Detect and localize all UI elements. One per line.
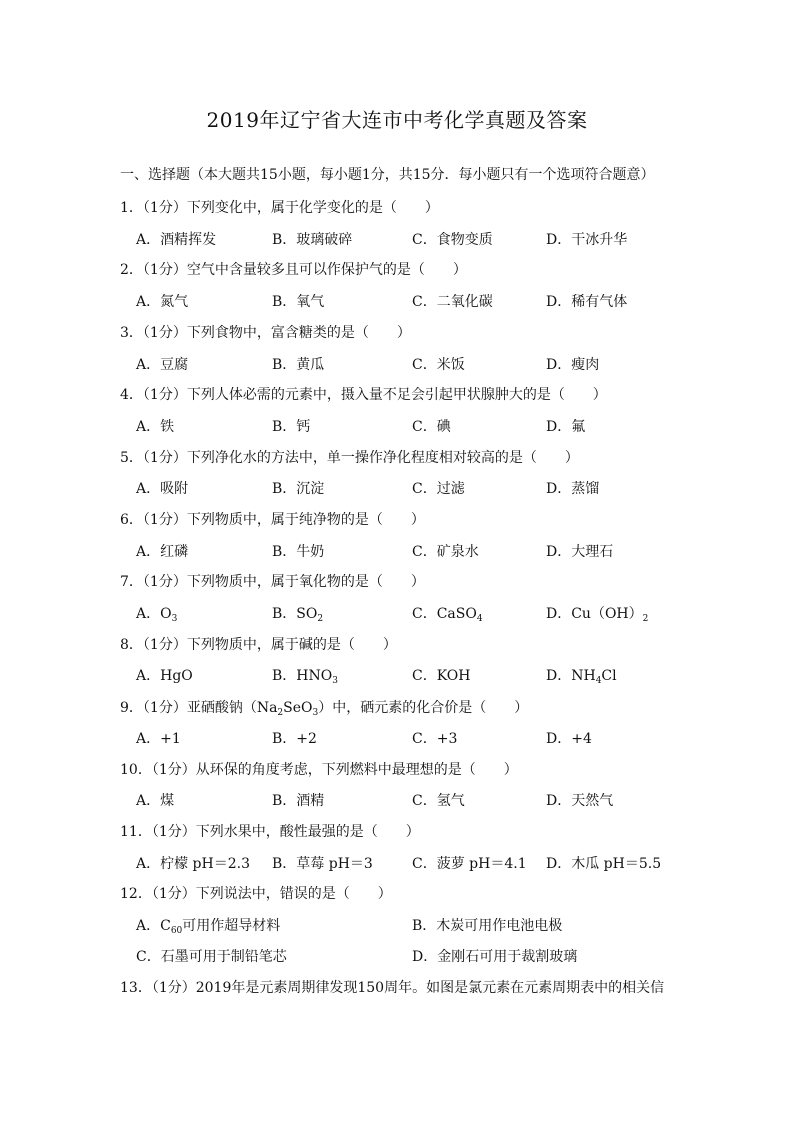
- question-11-options: [136, 853, 696, 873]
- option-d: D．+4: [546, 731, 592, 747]
- question-4-stem: 4．（1分）下列人体必需的元素中，摄入量不足会引起甲状腺肿大的是（ ）: [120, 387, 607, 403]
- option-a: A．$C_{60}$可用作超导材料: [136, 918, 281, 936]
- option-b: B．草莓 pH＝3: [272, 856, 373, 872]
- option-a: A．+1: [136, 731, 181, 747]
- question-10-options: [136, 790, 696, 810]
- question-3-stem: 3．（1分）下列食物中，富含糖类的是（ ）: [120, 325, 411, 341]
- option-b: B．氧气: [272, 294, 325, 310]
- question-3-options: [136, 354, 696, 374]
- option-c: C．氢气: [412, 793, 465, 809]
- question-4-options: [136, 416, 696, 436]
- question-7-options: [136, 603, 696, 623]
- option-b: B．+2: [272, 731, 317, 747]
- section-heading: 一、选择题（本大题共15小题，每小题1分，共15分．每小题只有一个选项符合题意）: [120, 167, 655, 183]
- option-d: D．干冰升华: [546, 232, 628, 248]
- option-a: A．HgO: [136, 668, 193, 684]
- question-8-options: [136, 665, 696, 685]
- option-c: C．矿泉水: [412, 544, 479, 560]
- option-a: A．豆腐: [136, 357, 189, 373]
- question-9-stem: 9．（1分）亚硒酸钠$(Na_2SeO_3)$中，硒元素的化合价是（ ）: [120, 700, 529, 718]
- question-6-options: [136, 541, 696, 561]
- option-b: B．玻璃破碎: [272, 232, 353, 248]
- question-10-stem: 10．（1分）从环保的角度考虑，下列燃料中最理想的是（ ）: [120, 762, 518, 778]
- option-c: C．二氧化碳: [412, 294, 493, 310]
- option-d: D．大理石: [546, 544, 614, 560]
- option-d: D．金刚石可用于裁割玻璃: [412, 949, 578, 965]
- option-b: B．钙: [272, 419, 311, 435]
- option-c: C．食物变质: [412, 232, 493, 248]
- option-a: A．红磷: [136, 544, 189, 560]
- option-c: C．碘: [412, 419, 451, 435]
- option-a: A．$O_3$: [136, 606, 178, 624]
- question-13-stem: 13．（1分）2019年是元素周期律发现150周年。如图是氯元素在元素周期表中的相关信: [120, 980, 665, 996]
- question-12-options-row-2: [136, 946, 696, 966]
- question-2-options: [136, 291, 696, 311]
- option-a: A．酒精挥发: [136, 232, 217, 248]
- option-d: D．$Cu(OH)_2$: [546, 606, 649, 624]
- option-b: B．酒精: [272, 793, 325, 809]
- option-a: A．氮气: [136, 294, 189, 310]
- option-d: D．木瓜 pH＝5.5: [546, 856, 662, 872]
- option-d: D．天然气: [546, 793, 614, 809]
- option-c: C．KOH: [412, 668, 471, 684]
- question-12-options-row-1: [136, 915, 696, 935]
- option-a: A．柠檬 pH＝2.3: [136, 856, 250, 872]
- option-b: B．$HNO_3$: [272, 668, 338, 686]
- question-1-options: [136, 229, 696, 249]
- option-d: D．瘦肉: [546, 357, 600, 373]
- question-8-stem: 8．（1分）下列物质中，属于碱的是（ ）: [120, 637, 397, 653]
- option-c: C．+3: [412, 731, 458, 747]
- option-c: C．过滤: [412, 481, 465, 497]
- question-12-stem: 12．（1分）下列说法中，错误的是（ ）: [120, 886, 392, 902]
- option-b: B．牛奶: [272, 544, 325, 560]
- option-c: C．石墨可用于制铅笔芯: [136, 949, 287, 965]
- question-6-stem: 6．（1分）下列物质中，属于纯净物的是（ ）: [120, 512, 425, 528]
- option-b: B．黄瓜: [272, 357, 325, 373]
- question-11-stem: 11．（1分）下列水果中，酸性最强的是（ ）: [120, 824, 420, 840]
- question-5-stem: 5．（1分）下列净化水的方法中，单一操作净化程度相对较高的是（ ）: [120, 450, 579, 466]
- option-d: D．$NH_4Cl$: [546, 668, 617, 686]
- option-b: B．沉淀: [272, 481, 325, 497]
- option-b: B．$SO_2$: [272, 606, 324, 624]
- page-title: 2019年辽宁省大连市中考化学真题及答案: [206, 108, 588, 132]
- option-c: C．CaSO$_4$: [412, 606, 483, 624]
- option-a: A．吸附: [136, 481, 189, 497]
- question-7-stem: 7．（1分）下列物质中，属于氧化物的是（ ）: [120, 574, 425, 590]
- option-a: A．铁: [136, 419, 175, 435]
- option-b: B．木炭可用作电池电极: [412, 918, 563, 934]
- question-9-options: [136, 728, 696, 748]
- question-2-stem: 2．（1分）空气中含量较多且可以作保护气的是（ ）: [120, 262, 467, 278]
- option-d: D．氟: [546, 419, 586, 435]
- option-c: C．米饭: [412, 357, 465, 373]
- question-1-stem: 1．（1分）下列变化中，属于化学变化的是（ ）: [120, 200, 439, 216]
- question-5-options: [136, 478, 696, 498]
- option-d: D．蒸馏: [546, 481, 600, 497]
- option-d: D．稀有气体: [546, 294, 628, 310]
- option-a: A．煤: [136, 793, 175, 809]
- option-c: C．菠萝 pH＝4.1: [412, 856, 527, 872]
